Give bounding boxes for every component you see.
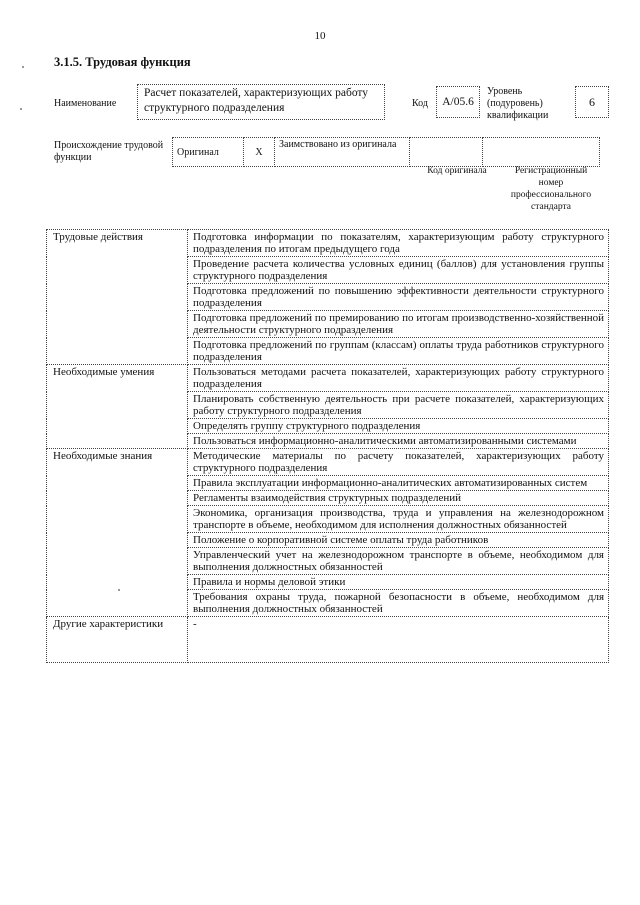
qualification-level-value: 6 [575,86,609,118]
item-cell: Требования охраны труда, пожарной безопасности в объеме, необходимом для выполнения должностных обязанностей [188,590,609,617]
section-title: 3.1.5. Трудовая функция [54,55,191,69]
registration-number-cell [483,138,600,167]
item-cell: Пользоваться методами расчета показателей, характеризующих работу структурного подразделения [188,365,609,392]
item-cell: - [188,617,609,663]
item-cell: Экономика, организация производства, труда и управления на железнодорожном транспорте в объеме, необходимом для исполнения должностных обязанностей [188,506,609,533]
category-cell: Трудовые действия [47,230,188,365]
code-label: Код [412,98,428,109]
item-cell: Правила эксплуатации информационно-аналитических автоматизированных систем [188,476,609,491]
item-cell: Проведение расчета количества условных единиц (баллов) для установления группы структурного подразделения [188,257,609,284]
item-cell: Управленческий учет на железнодорожном транспорте в объеме, необходимом для выполнения должностных обязанностей [188,548,609,575]
table-row [47,617,609,663]
item-cell: Подготовка предложений по премированию по итогам производственно-хозяйственной деятельности структурного подразделения [188,311,609,338]
original-code-caption: Код оригинала [427,166,487,176]
scan-dot [22,66,24,68]
item-cell: Положение о корпоративной системе оплаты труда работников [188,533,609,548]
original-code-cell [410,138,483,167]
scan-dot [20,108,22,110]
category-cell: Необходимые умения [47,365,188,449]
category-cell: Другие характеристики [47,617,188,663]
function-name-value: Расчет показателей, характеризующих работу структурного подразделения [137,84,385,120]
item-cell: Подготовка информации по показателям, характеризующим работу структурного подразделения по итогам предыдущего года [188,230,609,257]
table-row [47,365,609,392]
item-cell: Правила и нормы деловой этики [188,575,609,590]
original-label: Оригинал [173,138,244,167]
item-cell: Определять группу структурного подразделения [188,419,609,434]
item-cell: Планировать собственную деятельность при расчете показателей, характеризующих работу структурного подразделения [188,392,609,419]
code-value: А/05.6 [436,86,480,118]
borrowed-label: Заимствовано из оригинала [275,138,410,167]
item-cell: Методические материалы по расчету показателей, характеризующих работу структурного подразделения [188,449,609,476]
item-cell: Подготовка предложений по группам (классам) оплаты труда работников структурного подразделения [188,338,609,365]
original-mark: X [244,138,275,167]
name-label: Наименование [54,98,117,109]
origin-table [172,137,600,167]
item-cell: Пользоваться информационно-аналитическими автоматизированными системами [188,434,609,449]
category-cell: Необходимые знания [47,449,188,617]
function-details-table [46,229,609,663]
qualification-level-label: Уровень (подуровень) квалификации [487,86,549,121]
scan-dot [118,589,120,591]
item-cell: Регламенты взаимодействия структурных подразделений [188,491,609,506]
item-cell: Подготовка предложений по повышению эффективности деятельности структурного подразделения [188,284,609,311]
function-details-body [47,230,609,663]
table-row [47,230,609,257]
origin-label: Происхождение трудовой функции [54,140,164,163]
page-number: 10 [314,30,326,42]
table-row [47,449,609,476]
registration-number-caption: Регистрационный номер профессионального стандарта [510,166,592,212]
